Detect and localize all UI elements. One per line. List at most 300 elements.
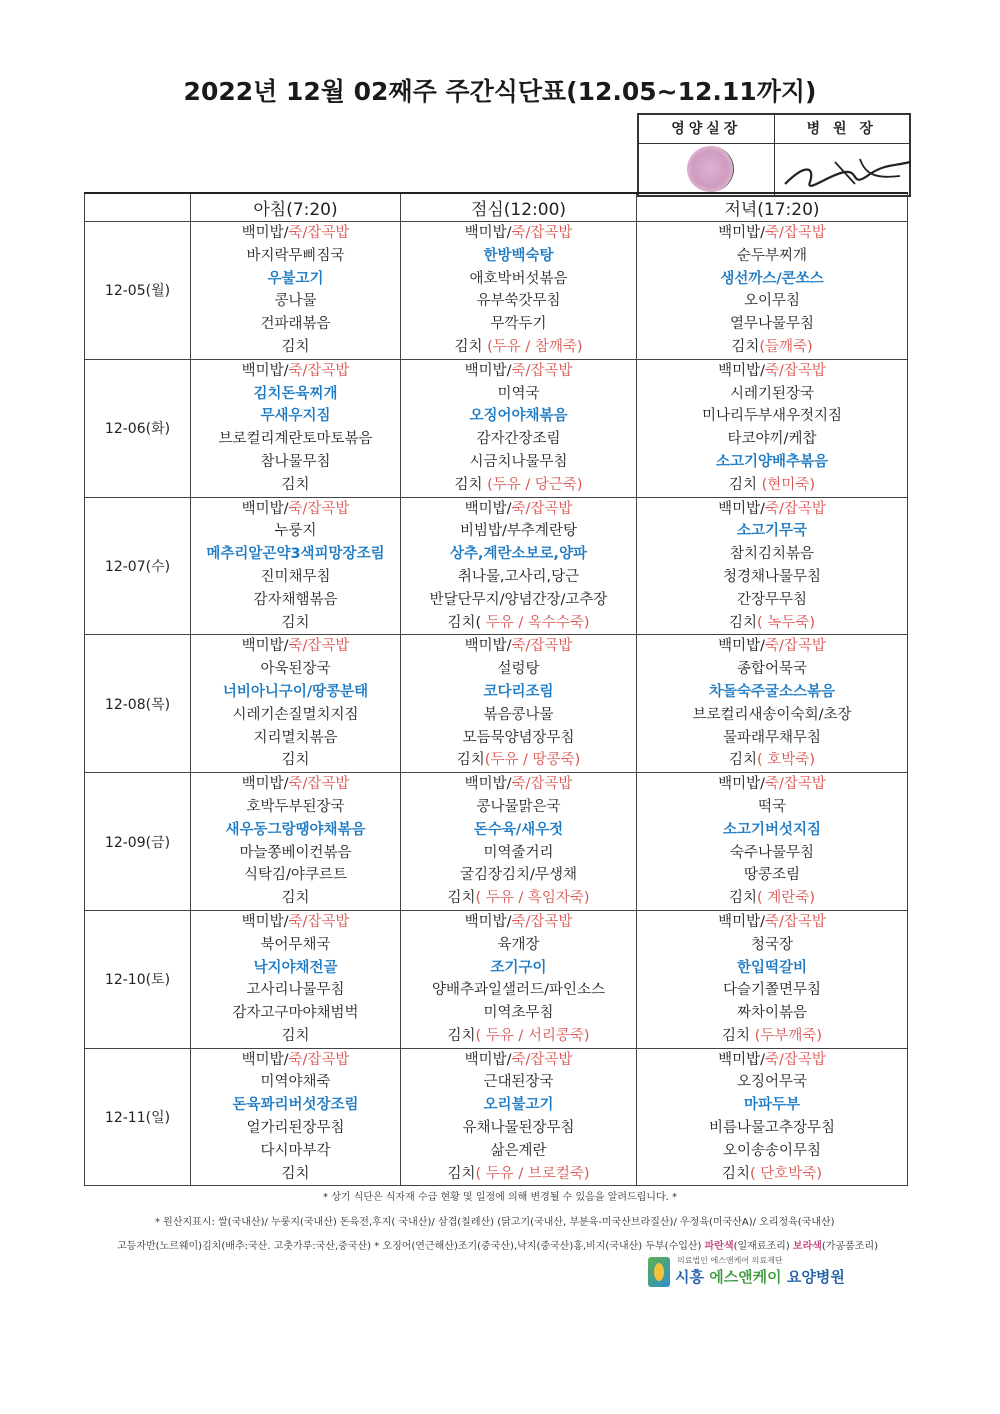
menu-item <box>401 474 636 497</box>
menu-item-text: 애호박버섯볶음 <box>469 270 568 287</box>
menu-item <box>637 1049 907 1072</box>
page-title: 2022년 12월 02째주 주간식단표(12.05~12.11까지) <box>183 77 817 106</box>
menu-item-text: 김치( <box>447 614 486 631</box>
hospital-name-part-1: 시흥 <box>675 1268 710 1286</box>
menu-item <box>637 1002 907 1025</box>
menu-item-text: 백미밥/ <box>241 776 289 793</box>
breakfast-cell <box>191 773 401 911</box>
menu-item-highlight-porridge: 죽/잡곡밥 <box>764 362 826 379</box>
menu-item-text: 유채나물된장무침 <box>462 1120 575 1137</box>
menu-item-highlight-porridge: 두유 / 옥수수죽) <box>485 614 590 631</box>
menu-item-text: 김치 <box>447 1027 476 1044</box>
menu-item-text: 백미밥/ <box>464 1051 512 1068</box>
menu-item <box>637 313 907 336</box>
menu-item <box>637 290 907 313</box>
menu-item <box>637 543 907 566</box>
menu-item <box>191 796 400 819</box>
menu-item <box>401 658 636 681</box>
menu-item <box>401 1025 636 1048</box>
menu-item <box>637 658 907 681</box>
menu-item-highlight-porridge: (두유 / 땅콩죽) <box>484 752 581 769</box>
menu-item-text: 백미밥/ <box>464 776 512 793</box>
menu-item-text: 김치 <box>729 890 758 907</box>
seal-stamp <box>687 146 734 192</box>
column-header-dinner: 저녁(17:20) <box>637 193 908 222</box>
legend-purple-desc: (가공품조리) <box>821 1241 879 1252</box>
menu-item-text: 김치 <box>281 890 310 907</box>
menu-item-text: 모듬묵양념장무침 <box>462 729 575 746</box>
menu-item-text: 다시마부각 <box>260 1142 331 1159</box>
menu-item-text: 미역초무침 <box>483 1005 554 1022</box>
menu-item-text: 콩나물맑은국 <box>476 798 561 815</box>
menu-item <box>637 566 907 589</box>
menu-item <box>401 842 636 865</box>
menu-item-text: 백미밥/ <box>718 225 765 241</box>
menu-item <box>191 957 400 980</box>
menu-item <box>401 451 636 474</box>
menu-item <box>401 681 636 704</box>
lunch-cell <box>401 497 637 635</box>
menu-body <box>85 222 908 1186</box>
menu-item-highlight-main: 김치돈육찌개 <box>253 385 338 402</box>
menu-item <box>637 796 907 819</box>
menu-item-highlight-porridge: 죽/잡곡밥 <box>511 913 573 930</box>
menu-item-text: 백미밥/ <box>718 638 765 655</box>
menu-item-highlight-main: 코다리조림 <box>483 683 554 700</box>
menu-item <box>191 1002 400 1025</box>
menu-item <box>401 360 636 383</box>
menu-item-text: 김치 <box>729 476 762 493</box>
breakfast-cell <box>191 910 401 1048</box>
day-row <box>85 222 908 360</box>
menu-item-text: 참나물무침 <box>260 453 331 470</box>
approval-director-label: 병 원 장 <box>806 121 877 137</box>
menu-item <box>401 405 636 428</box>
approval-director-sign-cell <box>775 144 910 196</box>
legend-blue-label: 파란색 <box>704 1241 734 1252</box>
menu-item <box>191 727 400 750</box>
dinner-cell <box>637 635 908 773</box>
menu-item <box>401 1071 636 1094</box>
menu-item-highlight-porridge: 죽/잡곡밥 <box>288 638 350 655</box>
menu-item-text: 오이무침 <box>743 293 801 310</box>
menu-item-text: 참치김치볶음 <box>729 546 815 563</box>
menu-item <box>191 290 400 313</box>
day-row <box>85 910 908 1048</box>
menu-item-highlight-porridge: 죽/잡곡밥 <box>511 1051 573 1068</box>
menu-item-text: 백미밥/ <box>718 500 765 517</box>
menu-item <box>637 1140 907 1163</box>
approval-box <box>637 113 911 197</box>
menu-item-text: 김치 <box>281 476 310 493</box>
menu-item <box>401 773 636 796</box>
dinner-cell <box>637 773 908 911</box>
menu-item-highlight-main: 새우동그랑땡야채볶음 <box>225 821 366 838</box>
menu-item-highlight-main: 상추,계란소보로,양파 <box>449 546 588 563</box>
dinner-cell <box>637 1048 908 1186</box>
menu-item-text: 마늘쫑베이컨볶음 <box>239 844 352 861</box>
menu-item-text: 김치 <box>281 752 310 769</box>
menu-item-text: 지리멸치볶음 <box>253 729 338 746</box>
day-row <box>85 359 908 497</box>
menu-item-text: 육개장 <box>497 936 540 953</box>
menu-item <box>637 934 907 957</box>
menu-item <box>401 566 636 589</box>
menu-item-text: 물파래무채무침 <box>722 729 822 746</box>
menu-item-highlight-main: 우불고기 <box>267 270 324 287</box>
menu-item <box>191 383 400 406</box>
menu-item <box>637 268 907 291</box>
menu-item-highlight-main: 오징어야채볶음 <box>469 408 568 425</box>
menu-item <box>191 635 400 658</box>
origin-label-line-2 <box>117 1237 878 1252</box>
day-row <box>85 773 908 911</box>
menu-item <box>401 911 636 934</box>
menu-item <box>401 383 636 406</box>
menu-item-highlight-main: 돈육꽈리버섯장조림 <box>232 1097 359 1114</box>
day-label: 12-06(화) <box>85 359 191 497</box>
menu-item <box>191 681 400 704</box>
menu-item <box>191 1094 400 1117</box>
menu-item-text: 김치 <box>281 1165 310 1182</box>
menu-item <box>637 1163 907 1186</box>
menu-item-text: 백미밥/ <box>464 500 512 517</box>
menu-item-highlight-main: 너비아니구이/땅콩분태 <box>222 683 369 700</box>
menu-item <box>191 704 400 727</box>
menu-item <box>401 313 636 336</box>
menu-item-text: 식탁김/야쿠르트 <box>244 867 347 884</box>
menu-item-text: 비빔밥/부추계란탕 <box>460 523 577 540</box>
menu-item-text: 떡국 <box>757 798 786 815</box>
dinner-cell <box>637 222 908 360</box>
legend-blue-desc: (일재료조리) <box>733 1241 793 1252</box>
lunch-cell <box>401 222 637 360</box>
menu-item-text: 취나물,고사리,당근 <box>457 568 580 585</box>
menu-item-text: 브로컬리새송이숙회/초장 <box>692 706 852 723</box>
menu-item <box>191 245 400 268</box>
menu-item <box>191 268 400 291</box>
menu-item <box>191 842 400 865</box>
menu-item <box>401 1140 636 1163</box>
breakfast-cell <box>191 635 401 773</box>
origin-text-2: 고등자반(노르웨이)김치(배추:국산. 고춧가루:국산,중국산) * 오징어(연근해산)조기(중국산),낙지(중국산)홍,비지(국내산) 두부(수입산) <box>117 1241 705 1252</box>
menu-item <box>191 1071 400 1094</box>
day-label: 12-07(수) <box>85 497 191 635</box>
menu-item-text: 김치 <box>456 752 485 769</box>
menu-item-text: 김치 <box>281 338 310 355</box>
lunch-cell <box>401 773 637 911</box>
menu-item <box>191 1049 400 1072</box>
menu-item-highlight-porridge: 죽/잡곡밥 <box>511 500 573 517</box>
menu-item-highlight-main: 소고기양배추볶음 <box>715 453 829 470</box>
menu-item-highlight-main: 소고기무국 <box>736 523 808 540</box>
menu-item <box>637 428 907 451</box>
menu-item <box>401 1117 636 1140</box>
menu-item <box>637 383 907 406</box>
menu-item-text: 백미밥/ <box>718 362 765 379</box>
menu-item <box>637 1025 907 1048</box>
menu-item <box>637 498 907 521</box>
menu-item-text: 김치 <box>729 614 758 631</box>
menu-item-highlight-main: 낙지야채전골 <box>253 959 338 976</box>
menu-item-text: 설렁탕 <box>497 661 540 678</box>
menu-item-text: 백미밥/ <box>241 500 289 517</box>
day-label: 12-10(토) <box>85 910 191 1048</box>
menu-item-text: 감자채햄볶음 <box>253 591 338 608</box>
menu-item <box>191 451 400 474</box>
menu-item <box>191 428 400 451</box>
menu-item-text: 북어무채국 <box>260 936 331 953</box>
menu-item <box>401 887 636 910</box>
menu-item-text: 김치 <box>447 890 476 907</box>
menu-item <box>191 658 400 681</box>
menu-item-text: 김치 <box>454 338 488 355</box>
menu-item <box>191 864 400 887</box>
menu-item <box>637 1094 907 1117</box>
menu-item-text: 호박두부된장국 <box>246 798 345 815</box>
menu-item <box>191 498 400 521</box>
breakfast-cell <box>191 497 401 635</box>
menu-item-text: 다슬기쫄면무침 <box>722 982 822 999</box>
menu-item-highlight-main: 차돌숙주굴소스볶음 <box>708 683 836 700</box>
menu-item-text: 타코야끼/케찹 <box>727 431 817 448</box>
menu-item <box>191 749 400 772</box>
breakfast-cell <box>191 359 401 497</box>
menu-item-highlight-porridge: ( 녹두죽) <box>757 614 815 631</box>
menu-item-highlight-porridge: ( 단호박죽) <box>750 1165 822 1182</box>
menu-item <box>637 245 907 268</box>
hospital-logo <box>648 1255 848 1291</box>
menu-item-text: 삶은계란 <box>490 1142 547 1159</box>
menu-item-highlight-porridge: ( 계란죽) <box>757 890 815 907</box>
approval-nutrition-stamp-cell <box>639 144 775 196</box>
menu-item <box>637 222 907 245</box>
menu-item-highlight-porridge: 죽/잡곡밥 <box>511 225 573 241</box>
menu-item <box>401 1002 636 1025</box>
menu-item-text: 종합어묵국 <box>736 661 808 678</box>
menu-item-text: 미역야채죽 <box>260 1074 331 1091</box>
menu-item <box>637 887 907 910</box>
menu-item <box>401 727 636 750</box>
menu-item-highlight-main: 생선까스/콘쏘스 <box>720 270 824 287</box>
menu-item-text: 유부쑥갓무침 <box>476 293 561 310</box>
menu-item <box>637 451 907 474</box>
change-notice: * 상기 식단은 식자재 수급 현황 및 일정에 의해 변경될 수 있음을 알려드립니다. * <box>323 1192 677 1203</box>
menu-item <box>191 360 400 383</box>
menu-item-text: 짜차이볶음 <box>736 1005 808 1022</box>
menu-item <box>401 957 636 980</box>
menu-item-text: 김치 <box>281 1027 310 1044</box>
menu-item <box>401 612 636 635</box>
menu-item-text: 바지락무삐짐국 <box>246 247 345 264</box>
column-header-breakfast: 아침(7:20) <box>191 193 401 222</box>
menu-item-highlight-porridge: ( 호박죽) <box>757 752 815 769</box>
menu-item <box>401 1049 636 1072</box>
menu-item-highlight-porridge: 죽/잡곡밥 <box>764 638 826 655</box>
breakfast-cell <box>191 222 401 360</box>
menu-item-highlight-main: 돈수육/새우젓 <box>473 821 564 838</box>
menu-item <box>191 336 400 359</box>
menu-item <box>637 612 907 635</box>
menu-item-text: 김치 <box>454 476 488 493</box>
menu-item-text: 김치 <box>722 1027 755 1044</box>
menu-item <box>191 934 400 957</box>
menu-item <box>401 635 636 658</box>
menu-item-text: 시레기된장국 <box>729 385 815 402</box>
menu-item-text: 백미밥/ <box>241 913 289 930</box>
menu-item <box>401 819 636 842</box>
day-row <box>85 635 908 773</box>
menu-item-highlight-porridge: 죽/잡곡밥 <box>764 1051 826 1068</box>
menu-item-text: 간장무무침 <box>736 591 808 608</box>
menu-item <box>401 796 636 819</box>
menu-item <box>637 957 907 980</box>
menu-item <box>401 336 636 359</box>
menu-item <box>191 1163 400 1186</box>
menu-item-highlight-main: 무새우지짐 <box>260 408 331 425</box>
breakfast-cell <box>191 1048 401 1186</box>
menu-item-highlight-main: 소고기버섯지짐 <box>722 821 822 838</box>
menu-item <box>401 704 636 727</box>
menu-item-text: 고사리나물무침 <box>246 982 345 999</box>
menu-item-text: 순두부찌개 <box>736 247 808 264</box>
menu-item <box>401 520 636 543</box>
menu-item-highlight-main: 오리불고기 <box>483 1097 554 1114</box>
menu-item <box>637 405 907 428</box>
menu-item-text: 반달단무지/양념간장/고추장 <box>429 591 608 608</box>
menu-item <box>401 245 636 268</box>
menu-item-text: 청경채나물무침 <box>722 568 822 585</box>
menu-item-text: 백미밥/ <box>464 638 512 655</box>
menu-item <box>191 1117 400 1140</box>
menu-item-text: 콩나물 <box>274 293 317 310</box>
menu-item-text: 오이송송이무침 <box>722 1142 822 1159</box>
menu-item-highlight-main: 조기구이 <box>490 959 547 976</box>
menu-item-highlight-porridge: ( 두유 / 흑임자죽) <box>475 890 590 907</box>
menu-item <box>191 222 400 245</box>
menu-item <box>191 887 400 910</box>
day-label: 12-09(금) <box>85 773 191 911</box>
menu-item <box>191 405 400 428</box>
lunch-cell <box>401 910 637 1048</box>
menu-item-text: 근대된장국 <box>483 1074 554 1091</box>
menu-item-text: 시레기손질멸치지짐 <box>232 706 359 723</box>
menu-item-text: 백미밥/ <box>464 913 512 930</box>
hospital-name <box>675 1266 845 1287</box>
menu-item-text: 백미밥/ <box>464 362 512 379</box>
menu-item-highlight-porridge: (현미죽) <box>761 476 815 493</box>
menu-item <box>401 589 636 612</box>
menu-item-text: 무깍두기 <box>490 316 547 333</box>
menu-item <box>401 290 636 313</box>
menu-item-highlight-porridge: 죽/잡곡밥 <box>511 776 573 793</box>
dinner-cell <box>637 497 908 635</box>
menu-item <box>191 474 400 497</box>
menu-item <box>401 979 636 1002</box>
menu-item-highlight-main: 마파두부 <box>743 1097 801 1114</box>
menu-item-text: 김치 <box>447 1165 476 1182</box>
menu-item <box>401 222 636 245</box>
menu-item-highlight-porridge: 죽/잡곡밥 <box>288 225 350 241</box>
menu-item <box>401 1163 636 1186</box>
hospital-name-part-2: 에스앤케이 <box>709 1268 782 1286</box>
dinner-cell <box>637 359 908 497</box>
menu-item <box>401 1094 636 1117</box>
menu-item <box>401 864 636 887</box>
menu-item <box>401 268 636 291</box>
menu-item <box>191 612 400 635</box>
menu-item <box>191 819 400 842</box>
corner-cell <box>85 193 191 222</box>
menu-item-highlight-porridge: 죽/잡곡밥 <box>288 362 350 379</box>
menu-item <box>401 428 636 451</box>
menu-item <box>191 773 400 796</box>
menu-item-highlight-porridge: ( 두유 / 브로컬죽) <box>475 1165 590 1182</box>
hospital-logo-icon <box>648 1257 670 1287</box>
menu-item-text: 양배추과일샐러드/파인소스 <box>432 982 605 999</box>
menu-item-text: 아욱된장국 <box>260 661 331 678</box>
day-row <box>85 497 908 635</box>
menu-item-text: 김치 <box>281 614 310 631</box>
menu-item <box>637 681 907 704</box>
menu-item <box>637 1071 907 1094</box>
menu-item-highlight-porridge: 죽/잡곡밥 <box>511 638 573 655</box>
menu-item-highlight-porridge: (두유 / 당근죽) <box>487 476 583 493</box>
menu-item-text: 김치 <box>729 752 758 769</box>
menu-item-text: 백미밥/ <box>241 1051 289 1068</box>
day-row <box>85 1048 908 1186</box>
menu-item-text: 김치 <box>731 338 760 355</box>
lunch-cell <box>401 635 637 773</box>
menu-item-text: 볶음콩나물 <box>483 706 554 723</box>
weekly-menu-table <box>84 192 908 1186</box>
menu-item <box>637 360 907 383</box>
menu-item-highlight-porridge: 죽/잡곡밥 <box>288 776 350 793</box>
menu-item-text: 굴김장김치/무생채 <box>460 867 577 884</box>
menu-item <box>191 1025 400 1048</box>
menu-item-text: 백미밥/ <box>241 638 289 655</box>
legend-purple-label: 보라색 <box>792 1241 822 1252</box>
menu-item-highlight-main: 메추리알곤약3색피망장조림 <box>206 546 385 563</box>
lunch-cell <box>401 1048 637 1186</box>
menu-item-highlight-porridge: 죽/잡곡밥 <box>288 500 350 517</box>
menu-item-text: 브로컬리계란토마토볶음 <box>218 431 373 448</box>
menu-item <box>191 543 400 566</box>
menu-item <box>637 336 907 359</box>
menu-item-text: 땅콩조림 <box>743 867 801 884</box>
menu-item-text: 미역줄거리 <box>483 844 554 861</box>
dinner-cell <box>637 910 908 1048</box>
origin-label-line-1: * 원산지표시: 쌀(국내산)/ 누룽지(국내산) 돈육전,후지( 국내산)/ 삼겹(칠레산) (닭고기(국내산, 부분육-미국산브라질산)/ 우정육(미국산A)/ 오리정육(국내산) <box>155 1217 835 1228</box>
menu-item-highlight-main: 한입떡갈비 <box>736 959 808 976</box>
menu-item-highlight-porridge: 죽/잡곡밥 <box>511 362 573 379</box>
menu-item-highlight-porridge: 죽/잡곡밥 <box>764 776 826 793</box>
menu-item-highlight-porridge: (들깨죽) <box>759 338 813 355</box>
menu-item <box>637 727 907 750</box>
menu-item-highlight-porridge: 죽/잡곡밥 <box>288 913 350 930</box>
menu-item <box>637 864 907 887</box>
hospital-name-part-3: 요양병원 <box>781 1268 845 1286</box>
menu-item <box>637 520 907 543</box>
menu-item <box>637 704 907 727</box>
menu-item-text: 김치 <box>722 1165 751 1182</box>
menu-item-text: 시금치나물무침 <box>469 453 568 470</box>
hospital-foundation: 의료법인 에스앤케어 의료재단 <box>677 1256 783 1265</box>
menu-item-text: 감자고구마야채범벅 <box>232 1005 359 1022</box>
menu-item <box>637 911 907 934</box>
menu-item <box>191 566 400 589</box>
menu-item <box>637 773 907 796</box>
